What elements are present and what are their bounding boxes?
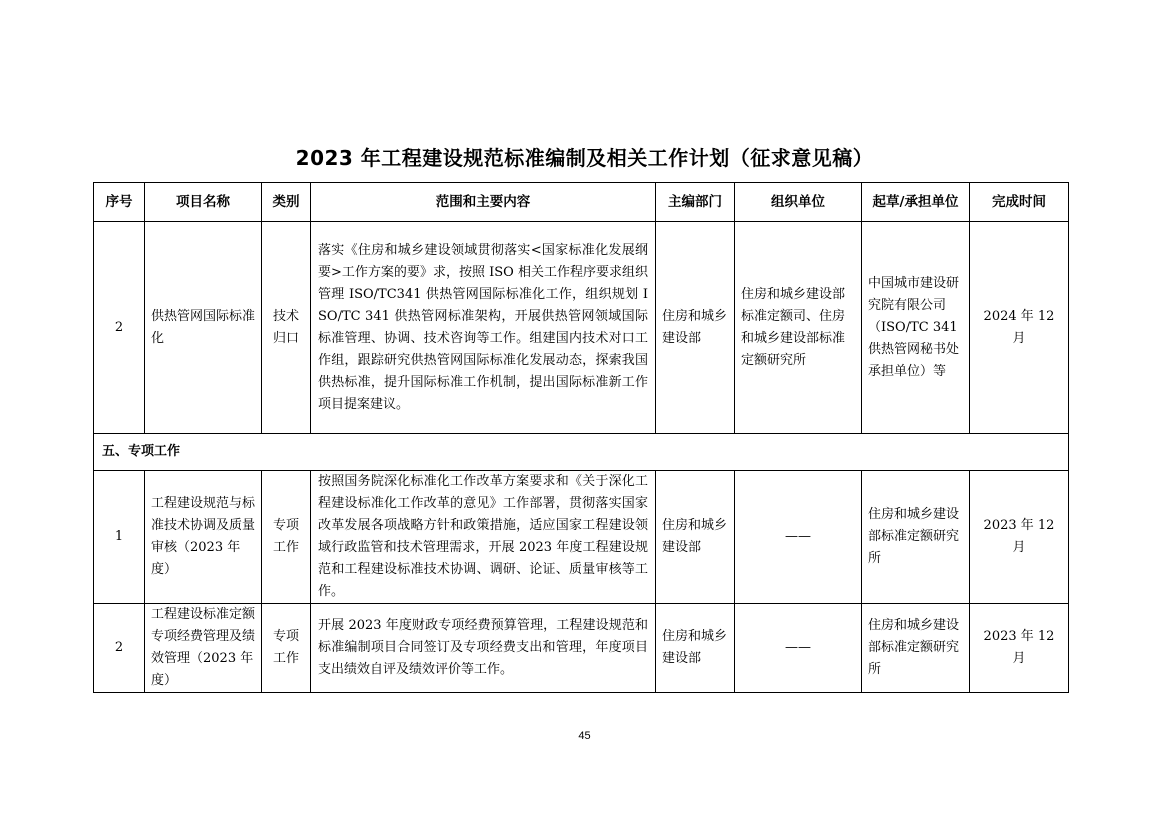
row-organizer: 住房和城乡建设部标准定额司、住房和城乡建设部标准定额研究所 xyxy=(735,222,862,434)
row-content: 落实《住房和城乡建设领域贯彻落实<国家标准化发展纲要>工作方案的要》求，按照 ISO 相关工作程序要求组织管理 ISO/TC341 供热管网国际标准化工作，组织规划 ISO/TC 341 供热管网标准架构，开展供热管网领域国际标准管理、协调、技术咨询等工作。组建国内技术对口工作组，跟踪研究供热管网国际标准化发展动态，探索我国供热标准，提升国际标准工作机制，提出国际标准新工作项目提案建议。 xyxy=(311,222,656,434)
row-organizer: —— xyxy=(735,604,862,693)
header-organizer: 组织单位 xyxy=(735,183,862,222)
row-drafter: 住房和城乡建设部标准定额研究所 xyxy=(862,604,970,693)
row-no: 2 xyxy=(94,604,145,693)
row-category: 专项工作 xyxy=(262,604,311,693)
header-category: 类别 xyxy=(262,183,311,222)
row-deadline: 2024 年 12 月 xyxy=(970,222,1069,434)
table-header-row xyxy=(94,183,1069,222)
row-category: 技术归口 xyxy=(262,222,311,434)
header-no: 序号 xyxy=(94,183,145,222)
header-drafter: 起草/承担单位 xyxy=(862,183,970,222)
row-category: 专项工作 xyxy=(262,471,311,604)
row-name: 工程建设标准定额专项经费管理及绩效管理（2023 年度） xyxy=(145,604,262,693)
row-name: 供热管网国际标准化 xyxy=(145,222,262,434)
section-title: 五、专项工作 xyxy=(94,434,1069,471)
section-row xyxy=(94,434,1069,471)
work-plan-table xyxy=(93,182,1069,693)
table-row xyxy=(94,604,1069,693)
row-no: 2 xyxy=(94,222,145,434)
header-name: 项目名称 xyxy=(145,183,262,222)
row-content: 按照国务院深化标准化工作改革方案要求和《关于深化工程建设标准化工作改革的意见》工作部署，贯彻落实国家改革发展各项战略方针和政策措施，适应国家工程建设领域行政监管和技术管理需求，开展 2023 年度工程建设规范和工程建设标准技术协调、调研、论证、质量审核等工作。 xyxy=(311,471,656,604)
row-drafter: 中国城市建设研究院有限公司（ISO/TC 341 供热管网秘书处承担单位）等 xyxy=(862,222,970,434)
page-title: 2023 年工程建设规范标准编制及相关工作计划（征求意见稿） xyxy=(295,146,874,170)
row-editor: 住房和城乡建设部 xyxy=(656,604,735,693)
header-editor: 主编部门 xyxy=(656,183,735,222)
row-drafter: 住房和城乡建设部标准定额研究所 xyxy=(862,471,970,604)
row-deadline: 2023 年 12 月 xyxy=(970,604,1069,693)
header-content: 范围和主要内容 xyxy=(311,183,656,222)
row-editor: 住房和城乡建设部 xyxy=(656,222,735,434)
page-number: 45 xyxy=(578,730,591,742)
header-deadline: 完成时间 xyxy=(970,183,1069,222)
row-deadline: 2023 年 12 月 xyxy=(970,471,1069,604)
row-name: 工程建设规范与标准技术协调及质量审核（2023 年度） xyxy=(145,471,262,604)
table-row xyxy=(94,471,1069,604)
row-content: 开展 2023 年度财政专项经费预算管理，工程建设规范和标准编制项目合同签订及专项经费支出和管理，年度项目支出绩效自评及绩效评价等工作。 xyxy=(311,604,656,693)
row-organizer: —— xyxy=(735,471,862,604)
row-editor: 住房和城乡建设部 xyxy=(656,471,735,604)
row-no: 1 xyxy=(94,471,145,604)
table-row xyxy=(94,222,1069,434)
